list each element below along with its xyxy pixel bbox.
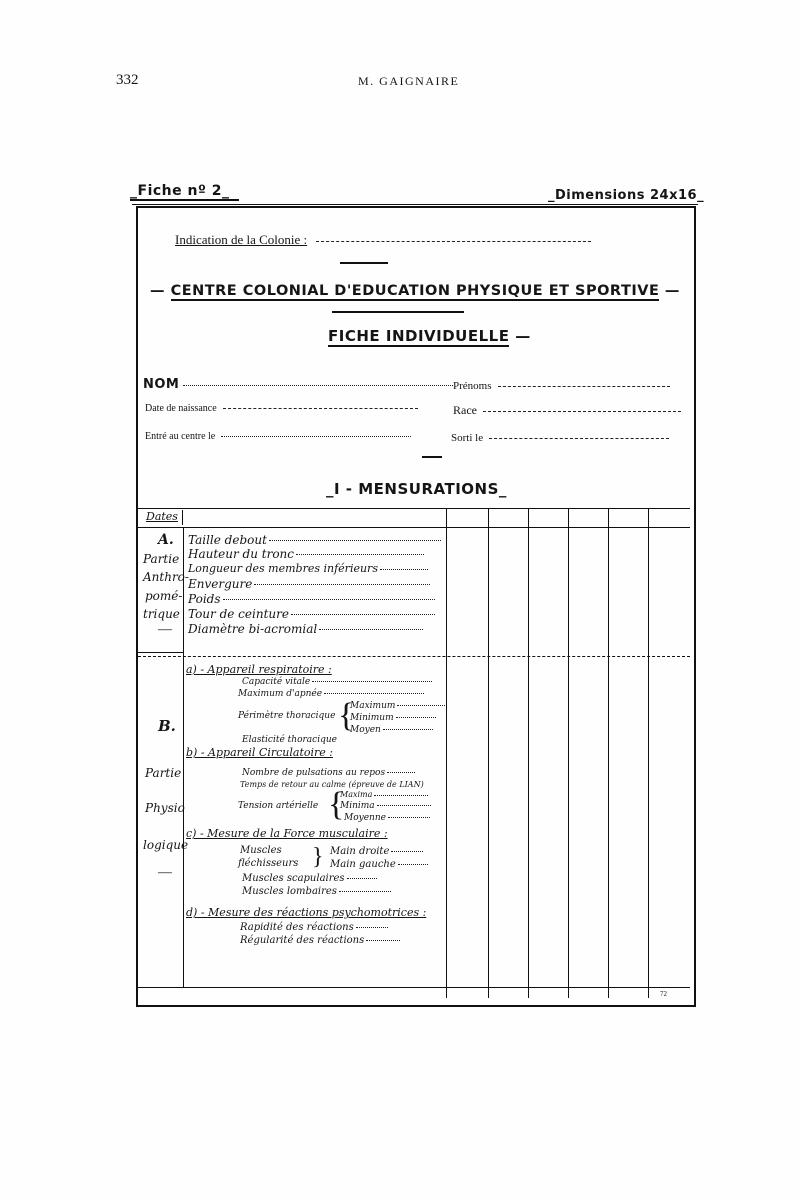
section-a-name-3: pomé-: [145, 589, 183, 603]
title-underline: [332, 311, 464, 313]
item-lombaires: Muscles lombaires: [242, 886, 391, 897]
form-title: FICHE INDIVIDUELLE —: [328, 327, 531, 345]
label-column-divider: [183, 527, 184, 987]
item-perimetre: Périmètre thoracique: [238, 711, 336, 721]
section-divider: [138, 656, 690, 657]
section-title: _I - MENSURATIONS_: [326, 480, 507, 498]
section-b-name-1: Partie: [145, 766, 182, 780]
tension-brace: {: [328, 786, 345, 823]
item-perimetre-max: Maximum: [350, 701, 445, 711]
date-column: [528, 508, 529, 998]
date-column: [488, 508, 489, 998]
prenoms-label: Prénoms: [453, 380, 492, 392]
section-a-name-1: Partie: [143, 552, 180, 566]
entre-label: Entré au centre le: [145, 431, 216, 442]
dimensions-label: _Dimensions 24x16_: [548, 188, 705, 203]
item-flechisseurs: fléchisseurs: [238, 858, 299, 869]
colony-underline: [340, 262, 388, 264]
item-tour-ceinture: Tour de ceinture: [188, 607, 435, 621]
subsection-a-title: a) - Appareil respiratoire :: [186, 663, 332, 676]
section-a-name-2: Anthro-: [143, 570, 189, 584]
item-diametre: Diamètre bi-acromial: [188, 622, 423, 636]
section-b-name-2: Physio: [145, 801, 185, 815]
race-label: Race: [453, 403, 477, 417]
item-apnee: Maximum d'apnée: [238, 689, 424, 699]
item-main-gauche: Main gauche: [330, 859, 428, 870]
prenoms-field: [453, 380, 670, 392]
item-retour: Temps de retour au calme (épreuve de LIAN): [240, 780, 424, 789]
item-regularite: Régularité des réactions: [240, 935, 400, 946]
date-column: [608, 508, 609, 998]
item-muscles: Muscles: [240, 845, 282, 856]
page-number: 332: [116, 72, 139, 88]
section-b-letter: B.: [158, 717, 176, 735]
header-rule: [132, 204, 698, 205]
fiche-label: _Fiche nº 2_: [130, 183, 239, 199]
colony-line: [175, 232, 591, 248]
section-b-dash: —: [158, 865, 172, 880]
item-rapidite: Rapidité des réactions: [240, 922, 388, 933]
item-elasticite: Elasticité thoracique: [242, 735, 337, 745]
dates-tick: [182, 510, 183, 525]
section-a-letter: A.: [158, 532, 174, 548]
subsection-b-title: b) - Appareil Circulatoire :: [186, 746, 333, 759]
item-hauteur-tronc: Hauteur du tronc: [188, 547, 424, 561]
item-main-droite: Main droite: [330, 846, 423, 857]
date-column: [568, 508, 569, 998]
section-divider-upper: [138, 652, 184, 653]
item-tension-max: Maxima: [340, 790, 428, 799]
colony-label: Indication de la Colonie :: [175, 232, 308, 247]
subsection-d-title: d) - Mesure des réactions psychomotrices :: [186, 906, 427, 919]
date-column: [648, 508, 649, 998]
item-longueur-membres: Longueur des membres inférieurs: [188, 562, 428, 575]
section-a-name-4: trique: [143, 607, 180, 621]
item-tension-min: Minima: [340, 801, 431, 811]
perimetre-brace: {: [338, 697, 355, 734]
section-a-dash: —: [158, 622, 172, 637]
entre-field: [145, 431, 411, 442]
sorti-label: Sorti le: [451, 432, 484, 444]
item-capacite: Capacité vitale: [242, 677, 432, 687]
item-perimetre-moyen: Moyen: [350, 725, 433, 735]
item-pulsations: Nombre de pulsations au repos: [242, 768, 415, 778]
muscles-brace: }: [312, 844, 324, 870]
item-perimetre-min: Minimum: [350, 713, 436, 723]
center-title: — CENTRE COLONIAL D'EDUCATION PHYSIQUE ET SPORTIVE —: [150, 283, 680, 299]
dates-label: Dates: [146, 510, 178, 523]
subsection-c-title: c) - Mesure de la Force musculaire :: [186, 827, 388, 840]
nom-label: NOM: [143, 377, 180, 392]
item-envergure: Envergure: [188, 577, 430, 591]
race-field: [453, 403, 681, 418]
item-tension-moyenne: Moyenne: [344, 813, 430, 823]
date-naissance-label: Date de naissance: [145, 403, 217, 414]
item-poids: Poids: [188, 592, 435, 606]
item-taille: Taille debout: [188, 533, 441, 547]
corner-mark: 72: [660, 990, 667, 998]
date-column: [446, 508, 447, 998]
nom-field: [143, 376, 453, 392]
fields-divider: [422, 456, 442, 458]
item-scapulaires: Muscles scapulaires: [242, 873, 377, 884]
section-b-name-3: logique: [143, 838, 189, 852]
item-tension: Tension artérielle: [238, 801, 319, 811]
running-head: M. GAIGNAIRE: [358, 74, 460, 88]
table-bottom-line: [138, 987, 690, 988]
sorti-field: [451, 432, 669, 444]
date-naissance-field: [145, 403, 418, 414]
